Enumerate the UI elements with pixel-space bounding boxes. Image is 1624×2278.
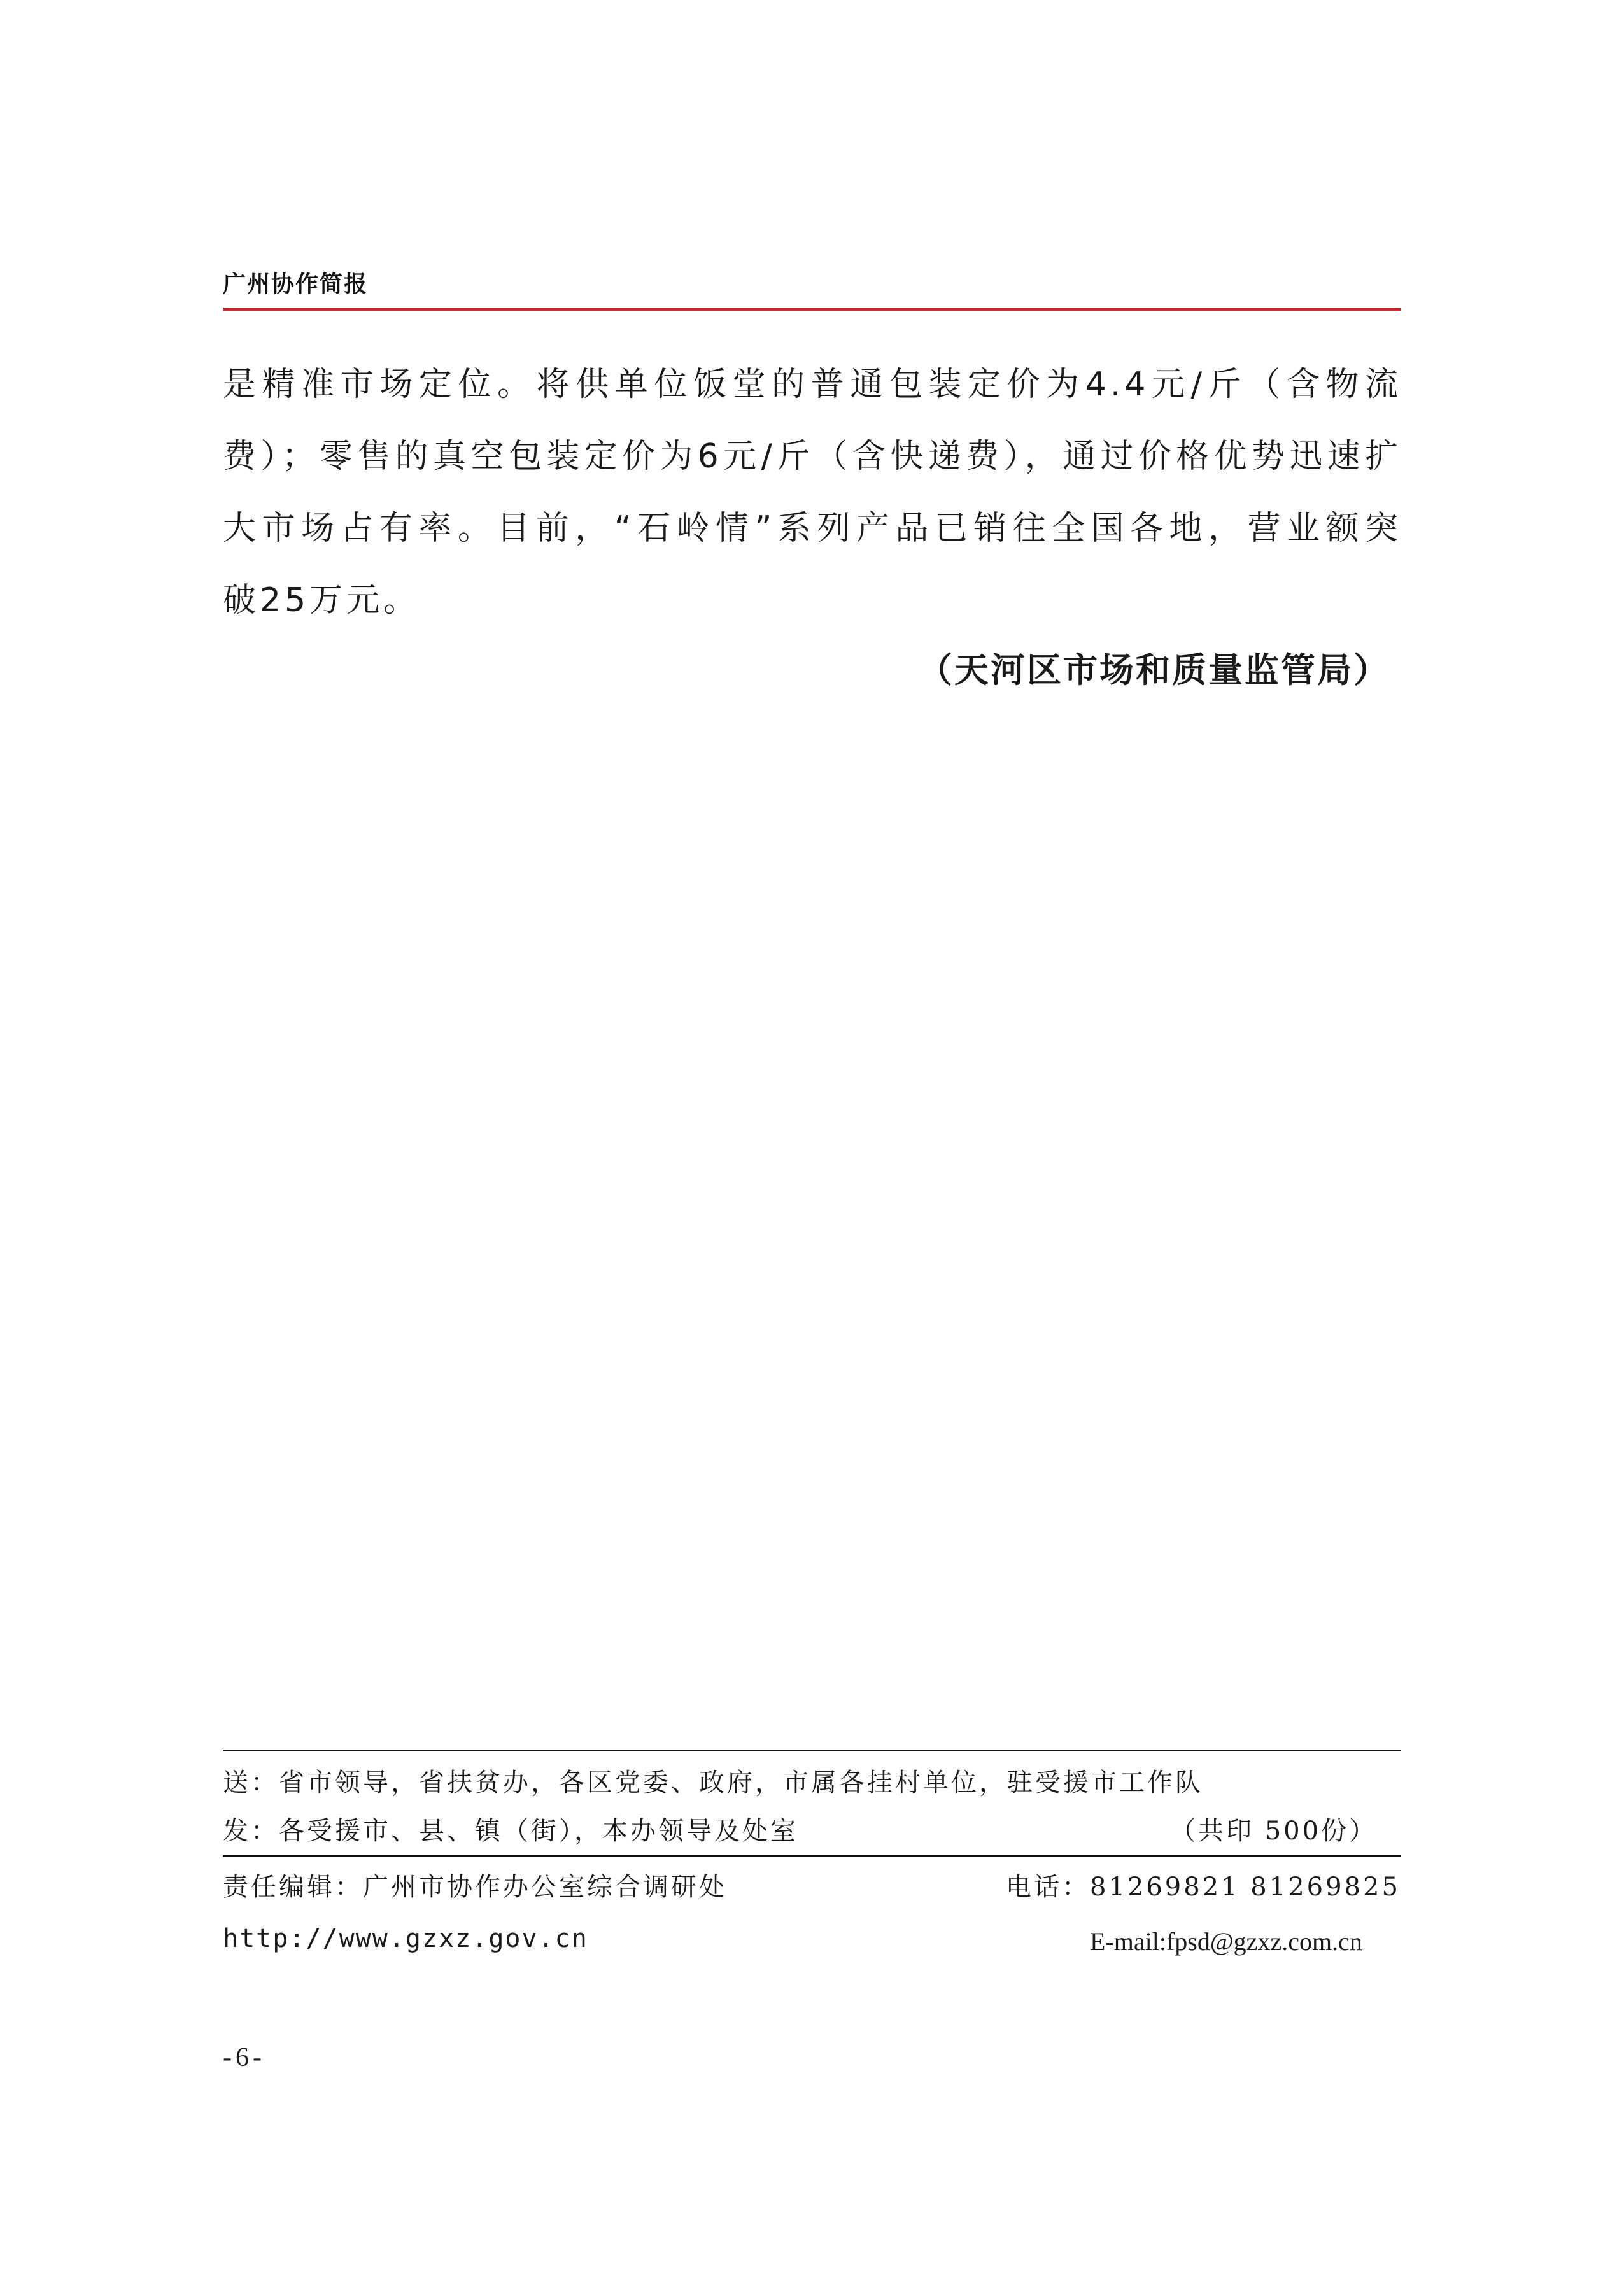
print-count: （共印 500份） [1170,1816,1378,1846]
distribute-to-list: 发：各受援市、县、镇（街），本办领导及处室 [223,1816,798,1846]
footer-top-divider [223,1750,1401,1751]
publication-title: 广州协作简报 [223,271,369,297]
contact-phone: 电话：81269821 81269825 [1006,1872,1401,1902]
paragraph-line-4: 破25万元。 [223,581,421,619]
paragraph-line-3: 大市场占有率。目前，“石岭情”系列产品已销往全国各地，营业额突 [223,509,1402,548]
website-link[interactable]: http://www.gzxz.gov.cn [223,1924,588,1953]
send-to-list: 送：省市领导，省扶贫办，各区党委、政府，市属各挂村单位，驻受援市工作队 [223,1768,1203,1797]
article-source: （天河区市场和质量监管局） [918,650,1390,690]
page-number: -6- [223,2043,265,2072]
article-paragraph [223,349,1402,637]
responsible-editor: 责任编辑：广州市协作办公室综合调研处 [223,1872,727,1902]
paragraph-line-2: 费）；零售的真空包装定价为6元/斤（含快递费），通过价格优势迅速扩 [223,437,1402,476]
header-divider [223,308,1401,311]
paragraph-line-1: 是精准市场定位。将供单位饭堂的普通包装定价为4.4元/斤（含物流 [223,365,1402,404]
email-link[interactable]: E-mail:fpsd@gzxz.com.cn [1090,1927,1362,1956]
footer-middle-divider [223,1855,1401,1857]
